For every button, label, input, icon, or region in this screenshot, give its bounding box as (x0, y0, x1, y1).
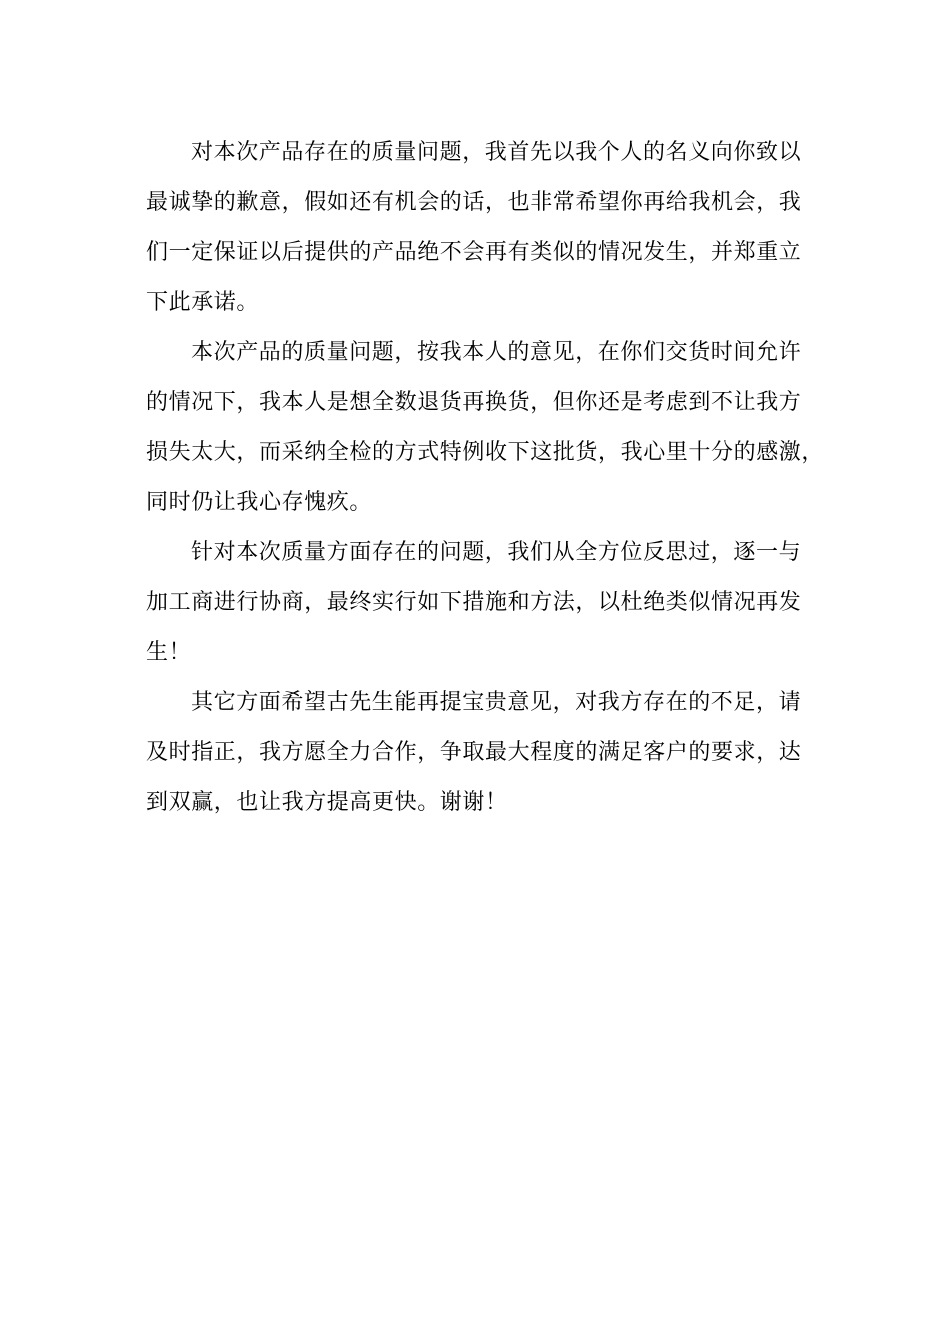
text-line: 同时仍让我心存愧疚。 (146, 490, 373, 515)
text-line: 们一定保证以后提供的产品绝不会再有类似的情况发生，并郑重立 (146, 240, 802, 265)
text-line: 到双赢，也让我方提高更快。谢谢！ (146, 790, 508, 815)
text-line: 损失太大，而采纳全检的方式特例收下这批货，我心里十分的感激， (146, 440, 825, 465)
document-body (146, 128, 826, 828)
text-line: 对本次产品存在的质量问题，我首先以我个人的名义向你致以 (191, 140, 802, 165)
text-line: 及时指正，我方愿全力合作，争取最大程度的满足客户的要求，达 (146, 740, 802, 765)
text-line: 最诚挚的歉意，假如还有机会的话，也非常希望你再给我机会，我 (146, 190, 802, 215)
text-line: 加工商进行协商，最终实行如下措施和方法，以杜绝类似情况再发 (146, 590, 802, 615)
text-line: 生！ (146, 640, 192, 665)
text-line: 针对本次质量方面存在的问题，我们从全方位反思过，逐一与 (191, 540, 802, 565)
text-line: 其它方面希望古先生能再提宝贵意见，对我方存在的不足，请 (191, 690, 802, 715)
paragraph-apology (146, 128, 826, 328)
paragraph-measures (146, 528, 826, 678)
text-line: 的情况下，我本人是想全数退货再换货，但你还是考虑到不让我方 (146, 390, 802, 415)
paragraph-return-opinion (146, 328, 826, 528)
text-line: 本次产品的质量问题，按我本人的意见，在你们交货时间允许 (191, 340, 802, 365)
paragraph-closing (146, 678, 826, 828)
text-line: 下此承诺。 (146, 290, 260, 315)
